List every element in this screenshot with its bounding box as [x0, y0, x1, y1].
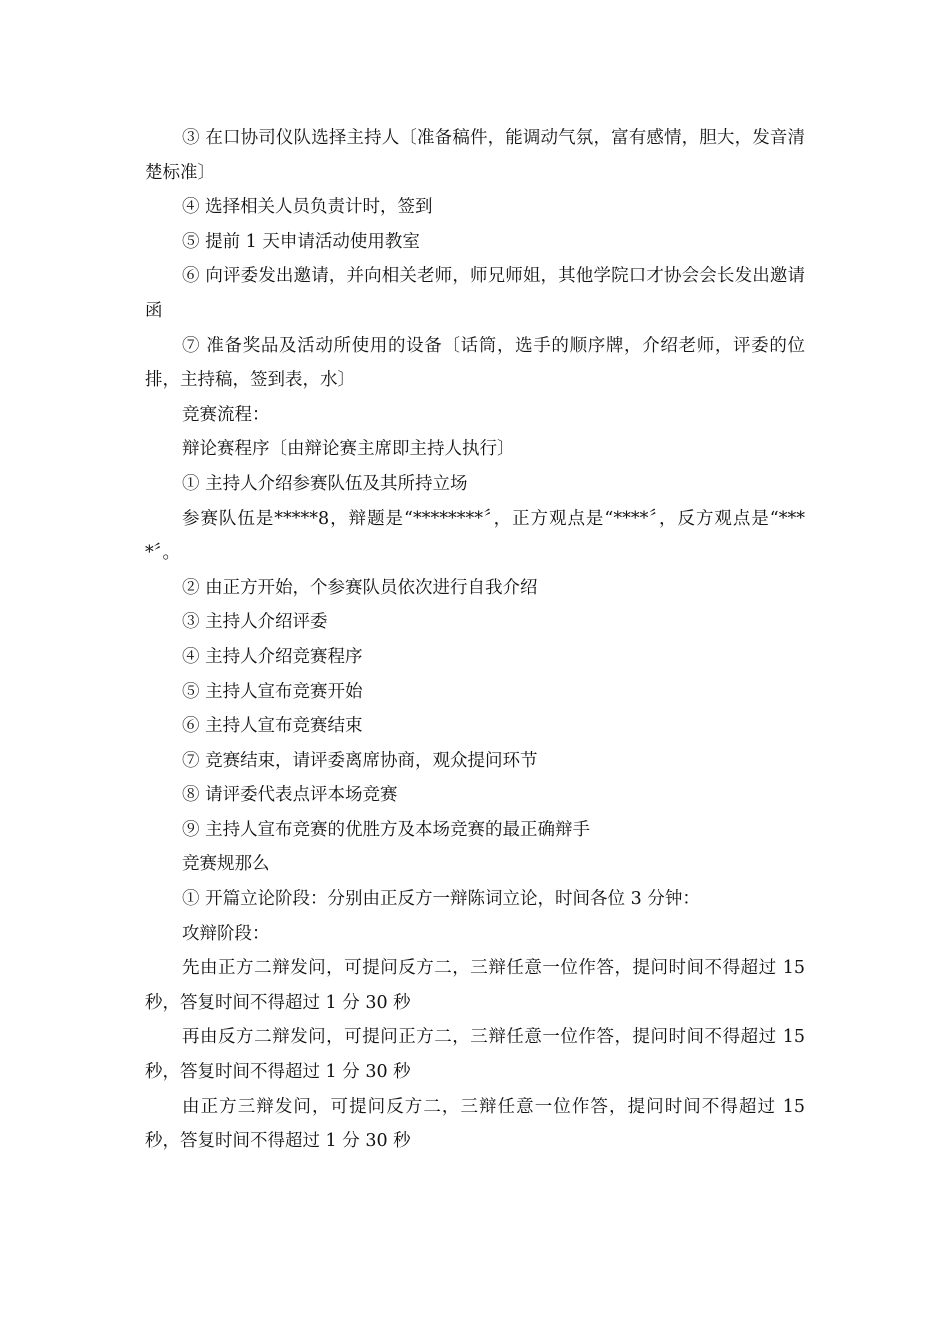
paragraph-host-selection: ③ 在口协司仪队选择主持人〔准备稿件，能调动气氛，富有感情，胆大，发音清楚标准〕: [145, 128, 805, 183]
paragraph-announce-start: ⑤ 主持人宣布竞赛开始: [182, 681, 363, 702]
paragraph-opening-statements: ① 开篇立论阶段：分别由正反方一辩陈词立论，时间各位 3 分钟：: [182, 889, 700, 910]
paragraph-announce-end: ⑥ 主持人宣布竞赛结束: [182, 716, 363, 737]
paragraph-judge-comments: ⑧ 请评委代表点评本场竞赛: [182, 785, 398, 806]
heading-competition-rules: 竞赛规那么: [182, 854, 270, 875]
document-body: [145, 121, 811, 1159]
paragraph-introduce-judges: ③ 主持人介绍评委: [182, 612, 328, 633]
paragraph-prizes-equipment: ⑦ 准备奖品及活动所使用的设备〔话筒，选手的顺序牌，介绍老师，评委的位排，主持稿，签到表，水〕: [145, 335, 805, 391]
paragraph-affirmative-third-asks: 由正方三辩发问，可提问反方二，三辩任意一位作答，提问时间不得超过 15 秒，答复时间不得超过 1 分 30 秒: [145, 1096, 811, 1152]
paragraph-invitations: ⑥ 向评委发出邀请，并向相关老师，师兄师姐，其他学院口才协会会长发出邀请函: [145, 266, 805, 321]
paragraph-self-introduction: ② 由正方开始，个参赛队员依次进行自我介绍: [182, 577, 538, 598]
heading-cross-examination: 攻辩阶段：: [182, 923, 270, 944]
paragraph-introduce-procedure: ④ 主持人介绍竞赛程序: [182, 646, 363, 667]
paragraph-introduce-teams: ① 主持人介绍参赛队伍及其所持立场: [182, 473, 468, 494]
paragraph-classroom-request: ⑤ 提前 1 天申请活动使用教室: [182, 231, 420, 252]
paragraph-judges-deliberate: ⑦ 竞赛结束，请评委离席协商，观众提问环节: [182, 750, 538, 771]
paragraph-teams-topic: 参赛队伍是*****8，辩题是“********〞，正方观点是“****〞，反方观点是“****〞。: [145, 508, 805, 564]
paragraph-timekeeping: ④ 选择相关人员负责计时，签到: [182, 197, 433, 218]
paragraph-affirmative-second-asks: 先由正方二辩发问，可提问反方二，三辩任意一位作答，提问时间不得超过 15 秒，答复时间不得超过 1 分 30 秒: [145, 958, 811, 1013]
paragraph-announce-winner: ⑨ 主持人宣布竞赛的优胜方及本场竞赛的最正确辩手: [182, 819, 591, 840]
heading-debate-procedure: 辩论赛程序〔由辩论赛主席即主持人执行〕: [182, 439, 515, 460]
paragraph-negative-second-asks: 再由反方二辩发问，可提问正方二，三辩任意一位作答，提问时间不得超过 15 秒，答复时间不得超过 1 分 30 秒: [145, 1027, 811, 1083]
heading-competition-flow: 竞赛流程：: [182, 404, 270, 425]
